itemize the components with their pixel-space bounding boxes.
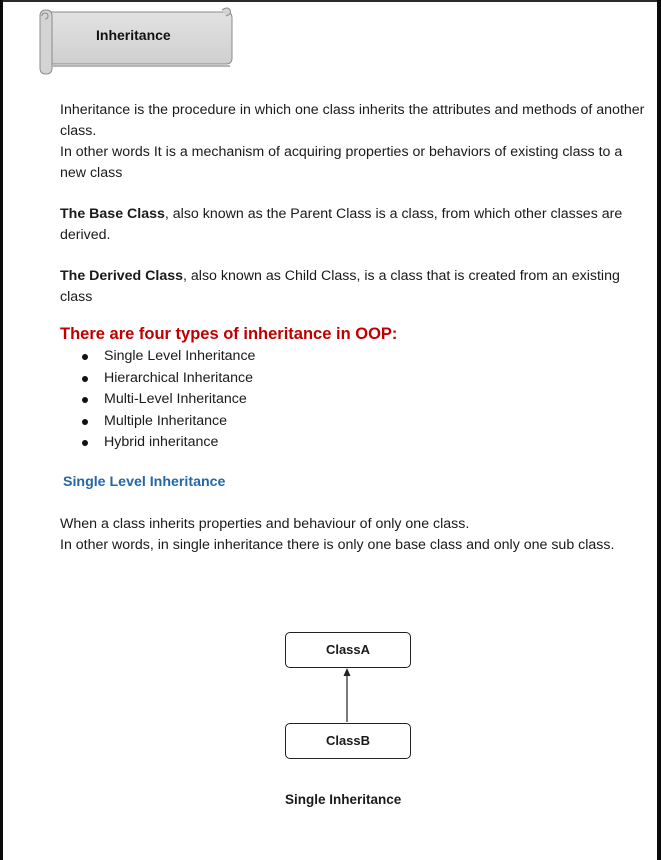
single-line-1: When a class inherits properties and behaviour of only one class. <box>60 515 470 532</box>
derived-class-term: The Derived Class <box>60 268 184 284</box>
bullet-icon <box>82 419 88 425</box>
single-inheritance-heading: Single Level Inheritance <box>63 473 226 490</box>
derived-class-definition: , also known as Child Class, is a class that is created from an existing class <box>60 268 620 305</box>
inheritance-types-heading: There are four types of inheritance in OOP: <box>60 325 398 343</box>
single-line-2: In other words, in single inheritance there is only one base class and only one sub class. <box>60 536 615 553</box>
list-item: Multi-Level Inheritance <box>80 389 652 411</box>
page-top-edge <box>0 0 661 2</box>
class-b-box: ClassB <box>285 723 411 759</box>
arrow-head-icon <box>344 668 351 676</box>
intro-line-1: Inheritance is the procedure in which one class inherits the attributes and methods of another class. <box>60 102 645 139</box>
document-body <box>60 100 652 556</box>
derived-class-paragraph <box>60 266 652 308</box>
page-left-edge <box>0 0 3 860</box>
bullet-icon <box>82 397 88 403</box>
class-a-box: ClassA <box>285 632 411 668</box>
bullet-icon <box>82 354 88 360</box>
list-item: Hybrid inheritance <box>80 432 652 454</box>
bullet-icon <box>82 376 88 382</box>
intro-paragraph <box>60 100 652 184</box>
page-right-edge <box>657 0 661 860</box>
base-class-definition: , also known as the Parent Class is a class, from which other classes are derived. <box>60 206 623 243</box>
intro-line-2: In other words It is a mechanism of acquiring properties or behaviors of existing class to a new class <box>60 144 623 181</box>
single-inheritance-paragraph <box>60 514 652 556</box>
inheritance-types-list <box>60 346 652 454</box>
list-item: Multiple Inheritance <box>80 411 652 433</box>
page-title: Inheritance <box>96 27 171 43</box>
bullet-icon <box>82 440 88 446</box>
title-scroll-banner <box>36 6 234 76</box>
list-item: Hierarchical Inheritance <box>80 368 652 390</box>
base-class-paragraph <box>60 204 652 246</box>
base-class-term: The Base Class <box>60 206 165 222</box>
diagram-caption: Single Inheritance <box>285 792 402 807</box>
list-item: Single Level Inheritance <box>80 346 652 368</box>
